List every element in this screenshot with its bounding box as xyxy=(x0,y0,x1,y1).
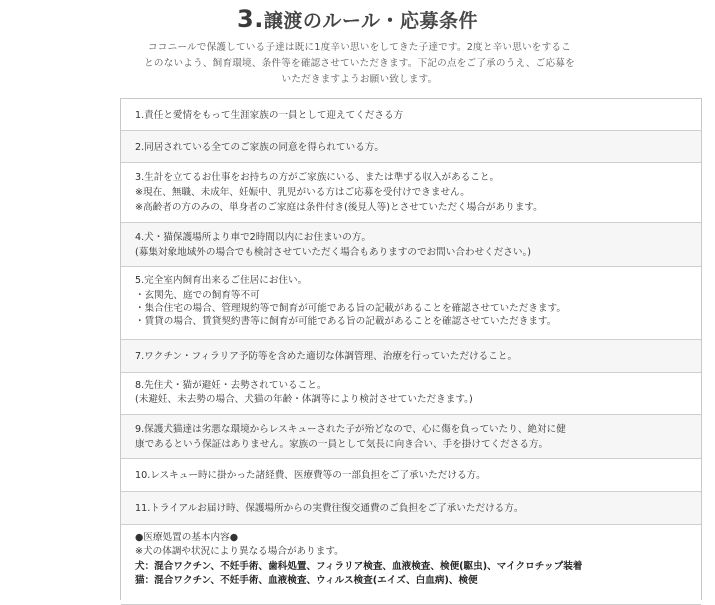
section-title-text: 譲渡のルール・応募条件 xyxy=(263,10,478,32)
condition-text: 1.責任と愛情をもって生涯家族の一員として迎えてくださる方 xyxy=(135,110,404,121)
condition-row xyxy=(121,492,701,525)
condition-note: 猫：混合ワクチン、不妊手術、血液検査、ウィルス検査(エイズ、白血病)、検便 xyxy=(135,575,478,586)
condition-row xyxy=(121,525,701,605)
condition-row xyxy=(121,415,701,459)
condition-row xyxy=(121,459,701,492)
condition-text: 8.先住犬・猫が避妊・去勢されていること。 xyxy=(135,380,327,391)
condition-row xyxy=(121,99,701,131)
condition-note: ・賃貸の場合、賃貸契約書等に飼育が可能である旨の記載があることを確認させていただきます。 xyxy=(135,316,557,327)
condition-row xyxy=(121,131,701,163)
condition-text: 10.レスキュー時に掛かった諸経費、医療費等の一部負担をご了承いただける方。 xyxy=(135,470,486,481)
intro-line: ココニールで保護している子達は既に1度辛い思いをしてきた子達です。2度と辛い思いをするこ xyxy=(148,42,571,53)
conditions-table xyxy=(120,98,702,600)
condition-note: ・集合住宅の場合、管理規約等で飼育が可能である旨の記載があることを確認させていただきます。 xyxy=(135,303,566,314)
condition-note: ・玄関先、庭での飼育等不可 xyxy=(135,290,260,301)
condition-note: ※高齢者の方のみの、単身者のご家庭は条件付き(後見人等)とさせていただく場合があります。 xyxy=(135,202,543,213)
condition-text: 9.保護犬猫達は劣悪な環境からレスキューされた子が殆どなので、心に傷を負っていたり、絶対に健 xyxy=(135,424,566,435)
condition-text: 4.犬・猫保護場所より車で2時間以内にお住まいの方。 xyxy=(135,232,371,243)
condition-text: 11.トライアルお届け時、保護場所からの実費往復交通費のご負担をご了承いただける方。 xyxy=(135,503,524,514)
condition-row xyxy=(121,223,701,267)
intro-paragraph xyxy=(112,40,607,88)
condition-text: 3.生計を立てるお仕事をお持ちの方がご家族にいる、または準ずる収入があること。 xyxy=(135,172,500,183)
condition-note: (未避妊、未去勢の場合、犬猫の年齢・体調等により検討させていただきます。) xyxy=(135,394,473,405)
condition-note: ※犬の体調や状況により異なる場合があります。 xyxy=(135,546,344,557)
condition-note: 犬：混合ワクチン、不妊手術、歯科処置、フィラリア検査、血液検査、検便(駆虫)、マイクロチップ装着 xyxy=(135,561,583,572)
intro-line: いただきますようお願い致します。 xyxy=(281,74,438,85)
condition-row xyxy=(121,373,701,415)
condition-text: 2.同居されている全てのご家族の同意を得られている方。 xyxy=(135,142,384,153)
condition-note: ※現在、無職、未成年、妊娠中、乳児がいる方はご応募を受付けできません。 xyxy=(135,187,470,198)
condition-note: 康であるという保証はありません。家族の一員として気長に向き合い、手を掛けてくださる方。 xyxy=(135,439,549,450)
condition-row xyxy=(121,163,701,223)
condition-text: ●医療処置の基本内容● xyxy=(135,532,239,543)
condition-text: 5.完全室内飼育出来るご住居にお住い。 xyxy=(135,275,308,286)
section-title xyxy=(0,6,715,34)
condition-row xyxy=(121,340,701,373)
condition-note: (募集対象地域外の場合でも検討させていただく場合もありますのでお問い合わせください。) xyxy=(135,247,532,258)
condition-text: 7.ワクチン・フィラリア予防等を含めた適切な体調管理、治療を行っていただけること。 xyxy=(135,351,518,362)
section-number: 3. xyxy=(237,5,264,33)
intro-line: とのないよう、飼育環境、条件等を確認させていただきます。下記の点をご了承のうえ、ご応募を xyxy=(144,58,575,69)
condition-row xyxy=(121,267,701,340)
